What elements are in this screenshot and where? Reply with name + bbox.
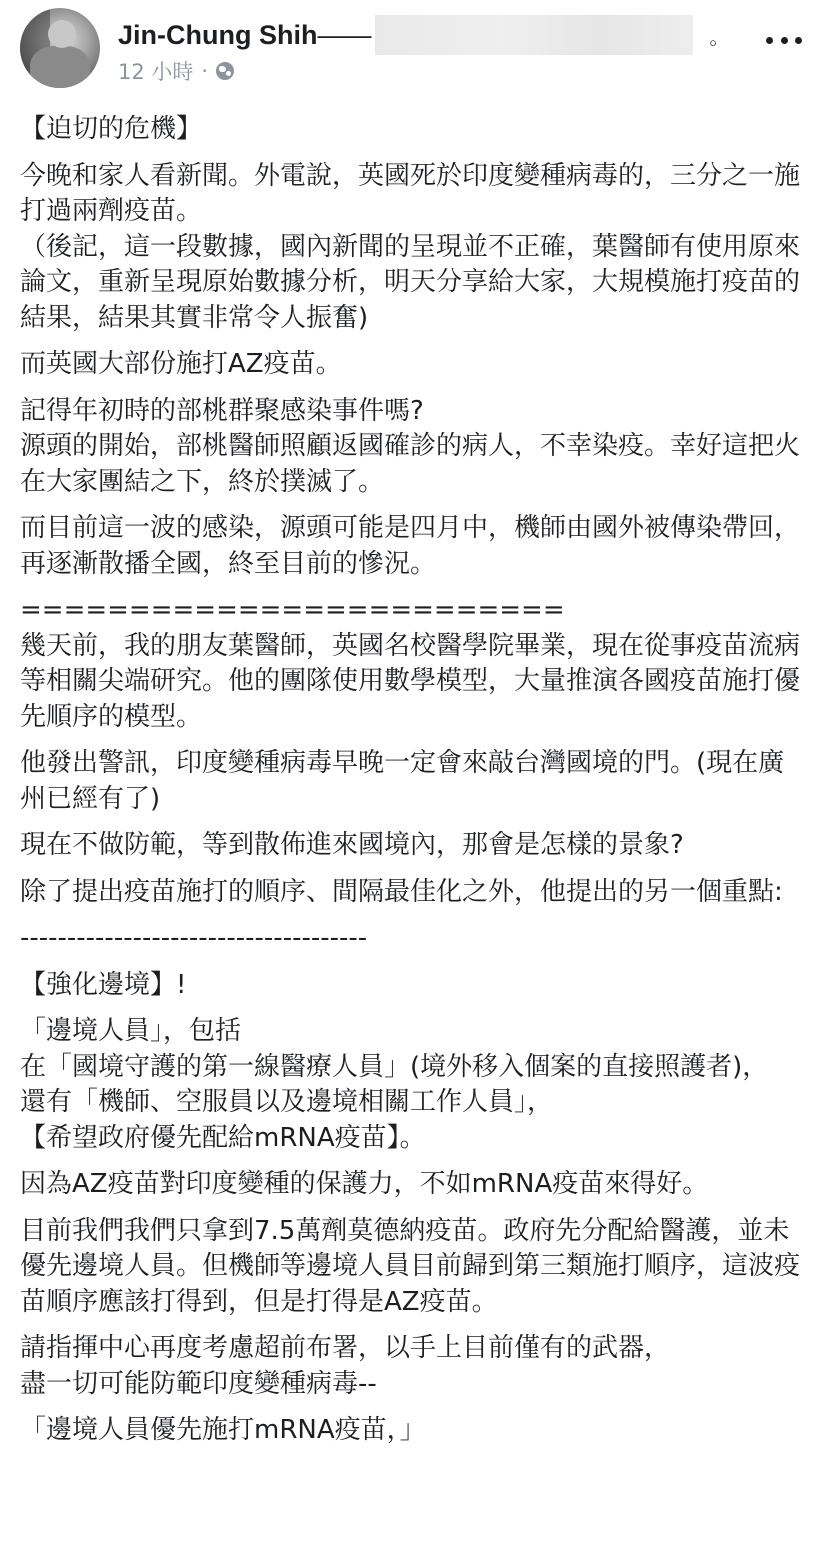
more-options-icon[interactable]: [766, 34, 802, 46]
post-paragraph: 而英國大部份施打AZ疫苗。: [20, 349, 342, 379]
author-row: [118, 18, 729, 52]
dot: [781, 37, 788, 44]
post-paragraph: 現在不做防範，等到散佈進來國境內，那會是怎樣的景象?: [20, 830, 684, 860]
post-paragraph: 今晚和家人看新聞。外電說，英國死於印度變種病毒的，三分之一施打過兩劑疫苗。 （後記，這一段數據，國內新聞的呈現並不正確，葉醫師有使用原來論文，重新呈現原始數據分析，明天分享給大家，大規模施打疫苗的結果，結果其實非常令人振奮): [20, 160, 801, 333]
meta-separator: ·: [201, 59, 209, 83]
post-paragraph: 記得年初時的部桃群聚感染事件嗎? 源頭的開始，部桃醫師照顧返國確診的病人，不幸染疫。幸好這把火在大家團結之下，終於撲滅了。: [20, 395, 801, 497]
dot: [766, 37, 773, 44]
post-paragraph: ========================= 幾天前，我的朋友葉醫師，英國名校醫學院畢業，現在從事疫苗流病等相關尖端研究。他的團隊使用數學模型，大量推演各國疫苗施打優先順序的模型。: [20, 595, 801, 732]
post-paragraph: 除了提出疫苗施打的順序、間隔最佳化之外，他提出的另一個重點:: [20, 876, 783, 907]
post-paragraph: 【強化邊境】!: [20, 969, 187, 1000]
post-header: [0, 0, 828, 100]
post-paragraph: 因為AZ疫苗對印度變種的保護力，不如mRNA疫苗來得好。: [20, 1169, 709, 1199]
post-paragraph: 目前我們我們只拿到7.5萬劑莫德納疫苗。政府先分配給醫護，並未優先邊境人員。但機師等邊境人員目前歸到第三類施打順序，這波疫苗順序應該打得到，但是打得是AZ疫苗。: [20, 1215, 801, 1317]
timestamp[interactable]: 12 小時: [118, 60, 194, 84]
avatar-figure: [30, 46, 90, 88]
trailing-mark: 。: [709, 24, 730, 49]
post-paragraph: 「邊境人員優先施打mRNA疫苗，」: [20, 1415, 426, 1445]
avatar-head: [48, 20, 76, 48]
post-paragraph: -------------------------------------: [20, 923, 368, 953]
post-paragraph: 他發出警訊，印度變種病毒早晚一定會來敲台灣國境的門。(現在廣州已經有了): [20, 748, 785, 814]
post-meta: [118, 56, 234, 86]
author-name[interactable]: Jin-Chung Shih: [118, 19, 318, 50]
post-body: [20, 112, 810, 1460]
redacted-text: [375, 15, 693, 55]
globe-icon[interactable]: [216, 62, 234, 80]
dot: [795, 37, 802, 44]
post-paragraph: 請指揮中心再度考慮超前布署，以手上目前僅有的武器， 盡一切可能防範印度變種病毒--: [20, 1333, 671, 1399]
author-suffix: ——: [317, 19, 372, 50]
post-paragraph: 【迫切的危機】: [20, 114, 203, 144]
post-paragraph: 而目前這一波的感染，源頭可能是四月中，機師由國外被傳染帶回，再逐漸散播全國，終至目前的慘況。: [20, 513, 801, 579]
post-paragraph: 「邊境人員」，包括 在「國境守護的第一線醫療人員」(境外移入個案的直接照護者)， 還有「機師、空服員以及邊境相關工作人員」， 【希望政府優先配給mRNA疫苗】。: [20, 1016, 769, 1153]
avatar[interactable]: [20, 8, 100, 88]
